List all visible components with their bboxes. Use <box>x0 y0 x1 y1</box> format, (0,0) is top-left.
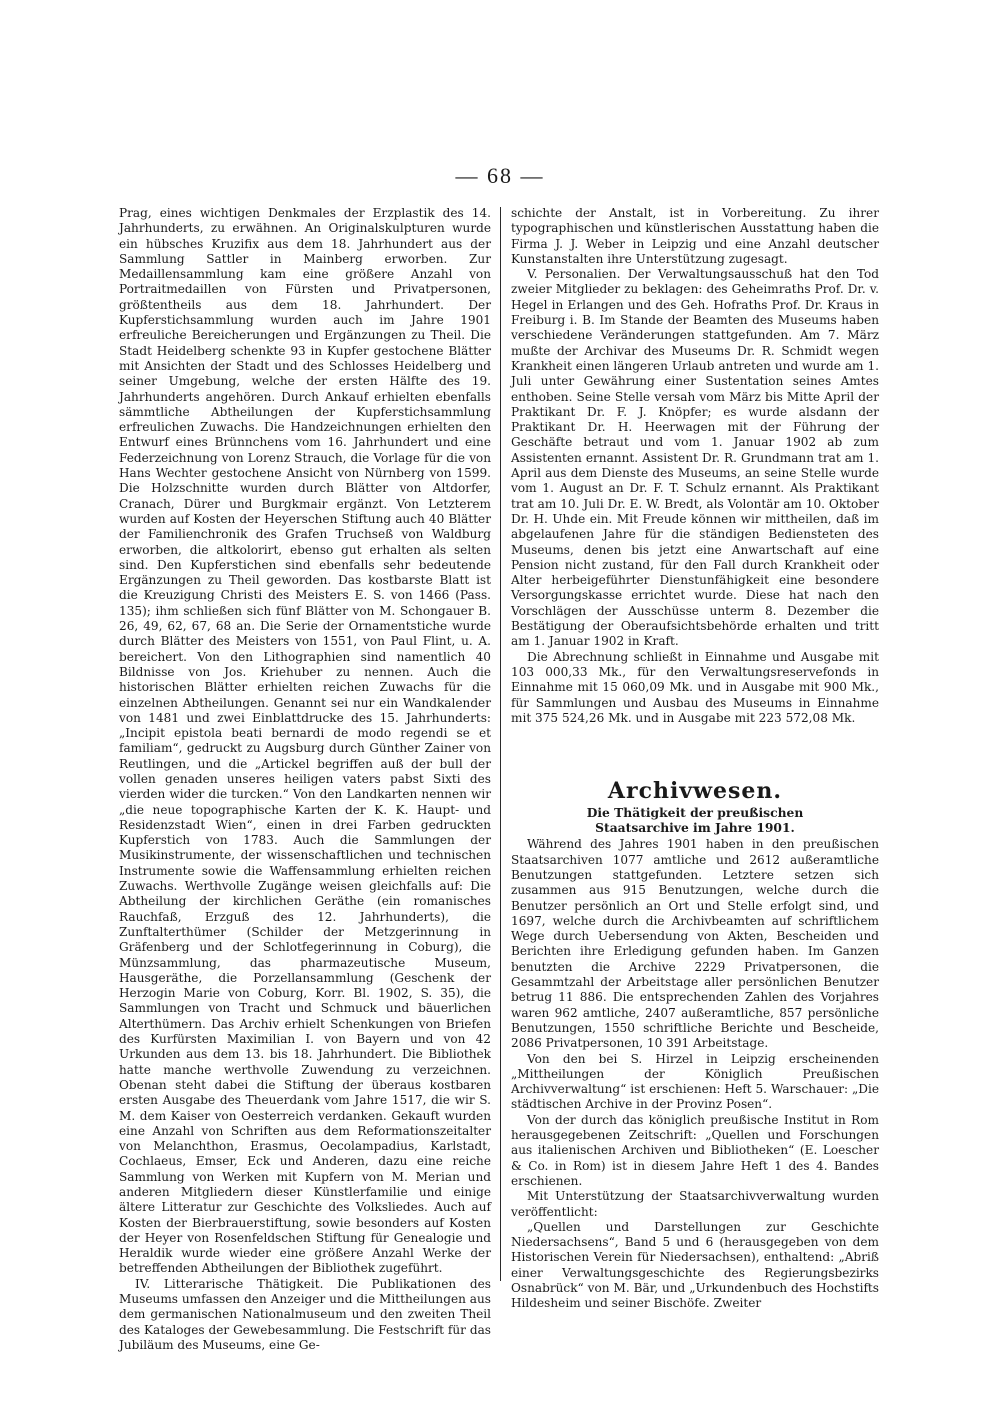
paragraph: Während des Jahres 1901 haben in den preußischen Staatsarchiven 1077 amtliche und 2612 außeramtliche Benutzungen stattgefunden. Letztere setzen sich zusammen aus 915 Benutzungen, welche durch die Benutzer persönlich an Ort und Stelle erfolgt sind, und 1697, welche durch die Archivbeamten auf schriftlichem Wege durch Uebersendung von Akten, Bescheiden und Berichten ihre Erledigung gefunden haben. Im Ganzen benutzten die Archive 2229 Privatpersonen, die Gesammtzahl der Arbeitstage aller persönlichen Benutzer betrug 11 886. Die entsprechenden Zahlen des Vorjahres waren 962 amtliche, 2407 außeramtliche, 857 persönliche Benutzungen, 1550 schriftliche Berichte und Bescheide, 2086 Privatpersonen, 10 391 Arbeitstage. <box>511 837 879 1051</box>
paragraph: IV. Litterarische Thätigkeit. Die Publikationen des Museums umfassen den Anzeiger und die Mittheilungen aus dem germanischen Nationalmuseum und den zweiten Theil des Kataloges der Gewebesammlung. Die Festschrift für das Jubiläum des Museums, eine Ge- <box>119 1276 491 1352</box>
left-column <box>119 206 491 1353</box>
paragraph: Mit Unterstützung der Staatsarchivverwaltung wurden veröffentlicht: <box>511 1189 879 1219</box>
page-number: — 68 — <box>455 163 545 188</box>
paragraph: Von den bei S. Hirzel in Leipzig erscheinenden „Mittheilungen der Königlich Preußischen Archivverwaltung“ ist erschienen: Heft 5. Warschauer: „Die städtischen Archive in der Provinz Posen“. <box>511 1051 879 1112</box>
paragraph: V. Personalien. Der Verwaltungsausschuß hat den Tod zweier Mitglieder zu beklagen: des Geheimraths Prof. Dr. v. Hegel in Erlangen und des Geh. Hofraths Prof. Dr. Kraus in Freiburg i. B. Im Stande der Beamten des Museums haben verschiedene Veränderungen stattgefunden. Am 7. März mußte der Archivar des Museums Dr. R. Schmidt wegen Krankheit einen längeren Urlaub antreten und wurde am 1. Juli unter Gewährung einer Sustentation seines Amtes enthoben. Seine Stelle versah vom März bis Mitte April der Praktikant Dr. F. J. Knöpfer; es wurde alsdann der Praktikant Dr. H. Heerwagen mit der Führung der Geschäfte betraut und vom 1. Januar 1902 ab zum Assistenten ernannt. Assistent Dr. R. Grundmann trat am 1. April aus dem Dienste des Museums, an seine Stelle wurde vom 1. August an Dr. F. T. Schulz ernannt. Als Praktikant trat am 10. Juli Dr. E. W. Bredt, als Volontär am 10. Oktober Dr. H. Uhde ein. Mit Freude können wir mittheilen, daß im abgelaufenen Jahre für die ständigen Bediensteten des Museums, denen bis jetzt eine Anwartschaft auf eine Pension nicht zustand, für den Fall durch Krankheit oder Alter herbeigeführter Dienstunfähigkeit eine besondere Versorgungskasse errichtet wurde. Diese hat nach den Vorschlägen der Ausschüsse unterm 8. Dezember die Bestätigung der Oberaufsichtsbehörde erhalten und tritt am 1. Januar 1902 in Kraft. <box>511 267 879 649</box>
paragraph: „Quellen und Darstellungen zur Geschichte Niedersachsens“, Band 5 und 6 (herausgegeben von dem Historischen Verein für Niedersachsen), enthaltend: „Abriß einer Verwaltungsgeschichte des Regierungsbezirks Osnabrück“ von M. Bär, und „Urkundenbuch des Hochstifts Hildesheim und seiner Bischöfe. Zweiter <box>511 1219 879 1311</box>
column-divider <box>500 207 501 1281</box>
paragraph: Von der durch das königlich preußische Institut in Rom herausgegebenen Zeitschrift: „Quellen und Forschungen aus italienischen Archiven und Bibliotheken“ (E. Loescher & Co. in Rom) ist in diesem Jahre Heft 1 des 4. Bandes erschienen. <box>511 1112 879 1188</box>
section-heading: Archivwesen. <box>607 778 783 805</box>
section-subheading: Die Thätigkeit der preußischen Staatsarchive im Jahre 1901. <box>586 805 804 836</box>
paragraph: schichte der Anstalt, ist in Vorbereitung. Zu ihrer typographischen und künstlerischen Ausstattung haben die Firma J. J. Weber in Leipzig und eine Anzahl deutscher Kunstanstalten ihre Unterstützung zugesagt. <box>511 206 879 266</box>
paragraph: Die Abrechnung schließt in Einnahme und Ausgabe mit 103 000,33 Mk., für den Verwaltungsreservefonds in Einnahme mit 15 060,09 Mk. und in Ausgabe mit 900 Mk., für Sammlungen und Ausbau des Museums in Einnahme mit 375 524,26 Mk. und in Ausgabe mit 223 572,08 Mk. <box>511 649 879 725</box>
right-column <box>511 206 879 1312</box>
paragraph: Prag, eines wichtigen Denkmales der Erzplastik des 14. Jahrhunderts, zu erwähnen. An Originalskulpturen wurde ein hübsches Kruzifix aus dem 18. Jahrhundert aus der Sammlung Sattler in Mainberg erworben. Zur Medaillensammlung kam eine größere Anzahl von Portraitmedaillen von Fürsten und Privatpersonen, größtentheils aus dem 18. Jahrhundert. Der Kupferstichsammlung wurden auch im Jahre 1901 erfreuliche Bereicherungen und Ergänzungen zu Theil. Die Stadt Heidelberg schenkte 93 in Kupfer gestochene Blätter mit Ansichten der Stadt und des Schlosses Heidelberg und seiner Umgebung, welche der ersten Hälfte des 19. Jahrhunderts angehören. Durch Ankauf erhielten ebenfalls sämmtliche Abtheilungen der Kupferstichsammlung erfreulichen Zuwachs. Die Handzeichnungen erhielten den Entwurf eines Brünnchens vom 16. Jahrhundert und eine Federzeichnung von Lorenz Strauch, die Vorlage für die von Hans Wechter gestochene Ansicht von Nürnberg von 1599. Die Holzschnitte wurden durch Blätter von Altdorfer, Cranach, Dürer und Burgkmair ergänzt. Von Letzterem wurden auf Kosten der Heyerschen Stiftung auch 40 Blätter der Familienchronik des Grafen Truchseß von Waldburg erworben, die altkolorirt, ebenso gut erhalten als selten sind. Den Kupferstichen sind ebenfalls sehr bedeutende Ergänzungen zu Theil geworden. Das kostbarste Blatt ist die Kreuzigung Christi des Meisters E. S. von 1466 (Pass. 135); ihm schließen sich fünf Blätter von M. Schongauer B. 26, 49, 62, 67, 68 an. Die Serie der Ornamentstiche wurde durch Blätter des Meisters von 1551, von Paul Flint, u. A. bereichert. Von den Lithographien sind namentlich 40 Bildnisse von Jos. Kriehuber zu nennen. Auch die historischen Blätter erhielten reichen Zuwachs für die einzelnen Abtheilungen. Genannt sei nur ein Wandkalender von 1481 und zwei Einblattdrucke des 15. Jahrhunderts: „Incipit epistola beati bernardi de modo regendi se et familiam“, gedruckt zu Augsburg durch Günther Zainer von Reutlingen, und die „Artickel begriffen auß der bull der vollen genaden unseres heiligen vaters pabst Sixti des vierden wider die turcken.“ Von den Landkarten nennen wir „die neue topographische Karten der K. K. Haupt- und Residenzstadt Wien“, einen in drei Farben gedruckten Kupferstich von 1783. Auch die Sammlungen der Musikinstrumente, der wissenschaftlichen und technischen Instrumente sowie die Waffensammlung erhielten reichen Zuwachs. Werthvolle Zugänge weisen gleichfalls auf: Die Abtheilung der kirchlichen Geräthe (ein romanisches Rauchfaß, Erzguß des 12. Jahrhunderts), die Zunftalterthümer (Schilder der Metzgerinnung in Gräfenberg und der Schlotfegerinnung in Coburg), die Münzsammlung, das pharmazeutische Museum, Hausgeräthe, die Porzellansammlung (Geschenk der Herzogin Marie von Coburg, Korr. Bl. 1902, S. 35), die Sammlungen von Tracht und Schmuck und bäuerlichen Alterthümern. Das Archiv erhielt Schenkungen von Briefen des Kurfürsten Maximilian I. von Bayern und von 42 Urkunden aus dem 13. bis 18. Jahrhundert. Die Bibliothek hatte manche werthvolle Zuwendung zu verzeichnen. Obenan steht dabei die Stiftung der überaus kostbaren ersten Ausgabe des Theuerdank vom Jahre 1517, die wir S. M. dem Kaiser von Oesterreich verdanken. Gekauft wurden eine Anzahl von Schriften aus dem Reformationszeitalter von Melanchthon, Erasmus, Oecolampadius, Karlstadt, Cochlaeus, Emser, Eck und Anderen, dazu eine reiche Sammlung von Werken mit Kupfern von M. Merian und anderen Mitgliedern dieser Künstlerfamilie und einige ältere Litteratur zur Geschichte des Volksliedes. Auch auf Kosten der Bierbrauerstiftung, sowie besonders auf Kosten der Heyer von Rosenfeldschen Stiftung für Genealogie und Heraldik wurde wieder eine größere Anzahl Werke der betreffenden Abtheilungen der Bibliothek zugeführt. <box>119 206 491 1276</box>
